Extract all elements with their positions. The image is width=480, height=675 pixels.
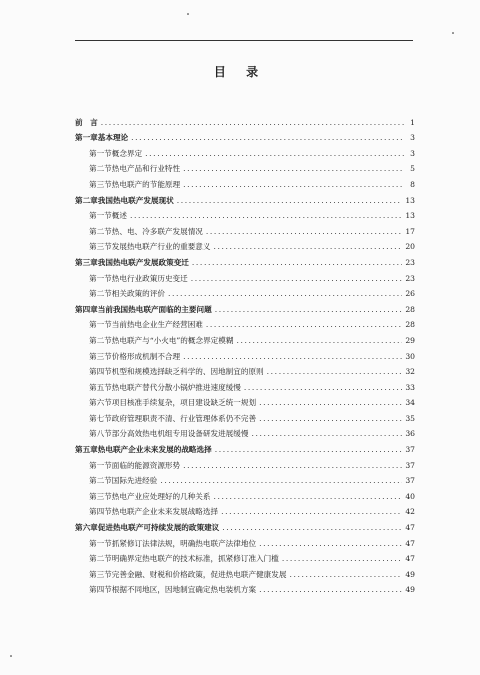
entry-number: 第三节 xyxy=(89,179,112,189)
toc-chapter-entry[interactable] xyxy=(75,438,415,454)
toc-section-entry[interactable] xyxy=(75,470,415,486)
dot-leader xyxy=(131,133,404,142)
dot-leader xyxy=(206,227,402,236)
page-number: 34 xyxy=(405,398,415,408)
entry-title: 国际先进经验 xyxy=(111,476,158,486)
entry-number: 第三节 xyxy=(89,242,112,252)
entry-number: 第四节 xyxy=(89,585,112,595)
entry-title: 热电产品和行业特性 xyxy=(111,164,181,174)
entry-title: 相关政策的评价 xyxy=(111,289,165,299)
entry-number: 第二节 xyxy=(89,335,112,345)
page-number: 49 xyxy=(405,569,415,579)
toc-section-entry[interactable] xyxy=(75,501,415,517)
entry-title: 热电联产的节能原理 xyxy=(111,179,181,189)
dot-leader xyxy=(206,320,402,329)
toc-section-entry[interactable] xyxy=(75,283,415,299)
entry-title: 政府管理职责不清、行业管理体系仍不完善 xyxy=(111,413,257,423)
entry-title: 热电联产企业未来发展的战略选择 xyxy=(97,445,212,455)
page-number: 47 xyxy=(405,523,415,533)
dot-leader xyxy=(192,258,402,267)
entry-number: 第四节 xyxy=(89,367,112,377)
page-number: 8 xyxy=(410,179,415,189)
toc-section-entry[interactable] xyxy=(75,548,415,564)
page-number: 36 xyxy=(405,429,415,439)
dot-leader xyxy=(259,539,402,548)
toc-chapter-entry[interactable] xyxy=(75,127,415,143)
entry-number: 第二节 xyxy=(89,476,112,486)
page-number: 20 xyxy=(405,242,415,252)
entry-title: 基本理论 xyxy=(97,133,129,143)
entry-title: 热电产业应处理好的几种关系 xyxy=(111,491,211,501)
toc-section-entry[interactable] xyxy=(75,173,415,189)
page-number: 37 xyxy=(405,476,415,486)
toc-section-entry[interactable] xyxy=(75,345,415,361)
dot-leader xyxy=(160,476,402,485)
entry-number: 第三节 xyxy=(89,569,112,579)
page-number: 17 xyxy=(405,226,415,236)
page-number: 47 xyxy=(405,538,415,548)
entry-title: 部分高效热电机组专用设备研发进展缓慢 xyxy=(111,429,249,439)
toc-section-entry[interactable] xyxy=(75,267,415,283)
entry-title: 根据不同地区，因地制宜确定热电装机方案 xyxy=(111,585,257,595)
dot-leader xyxy=(183,164,404,173)
entry-number: 第六节 xyxy=(89,398,112,408)
entry-title: 热电行业政策历史变迁 xyxy=(111,273,188,283)
entry-title: 当前热电企业生产经营困难 xyxy=(111,320,203,330)
dot-leader xyxy=(282,554,402,563)
entry-title: 概述 xyxy=(111,211,127,221)
page-number: 37 xyxy=(405,445,415,455)
entry-number: 第一章 xyxy=(75,133,98,143)
page-number: 40 xyxy=(405,491,415,501)
dot-leader xyxy=(183,180,404,189)
entry-title: 机型和规模选择缺乏科学的、因地制宜的原则 xyxy=(111,367,264,377)
page-number: 29 xyxy=(405,335,415,345)
entry-title: 热电联产企业未来发展战略选择 xyxy=(111,507,219,517)
entry-title: 发展热电联产行业的重要意义 xyxy=(111,242,211,252)
toc-chapter-entry[interactable] xyxy=(75,298,415,314)
dot-leader xyxy=(251,429,402,438)
entry-number: 第三节 xyxy=(89,351,112,361)
page-number: 3 xyxy=(410,133,415,143)
entry-title: 当前我国热电联产面临的主要问题 xyxy=(97,304,212,314)
entry-number: 第二节 xyxy=(89,289,112,299)
toc-section-entry[interactable] xyxy=(75,329,415,345)
dot-leader xyxy=(183,461,402,470)
toc-section-entry[interactable] xyxy=(75,220,415,236)
toc-section-entry[interactable] xyxy=(75,361,415,377)
header-rule xyxy=(75,40,413,41)
page-number: 42 xyxy=(405,507,415,517)
page-number: 30 xyxy=(405,351,415,361)
dot-leader xyxy=(145,149,404,158)
page-number: 13 xyxy=(405,211,415,221)
entry-title: 热、电、冷多联产发展情况 xyxy=(111,226,203,236)
entry-number: 第三节 xyxy=(89,491,112,501)
entry-number: 第二节 xyxy=(89,226,112,236)
toc-section-entry[interactable] xyxy=(75,579,415,595)
entry-title: 促进热电联产可持续发展的政策建议 xyxy=(97,523,220,533)
dot-leader xyxy=(215,305,403,314)
entry-number: 第一节 xyxy=(89,273,112,283)
entry-number: 第五节 xyxy=(89,382,112,392)
dot-leader xyxy=(259,398,402,407)
page-number: 28 xyxy=(405,304,415,314)
entry-number: 第一节 xyxy=(89,320,112,330)
page-number: 47 xyxy=(405,554,415,564)
entry-title: 概念界定 xyxy=(111,148,143,158)
entry-number: 第一节 xyxy=(89,538,112,548)
dot-leader xyxy=(222,523,402,532)
dot-leader xyxy=(244,383,402,392)
toc-section-entry[interactable] xyxy=(75,407,415,423)
toc-section-entry[interactable] xyxy=(75,454,415,470)
dot-leader xyxy=(289,570,402,579)
entry-number: 第一节 xyxy=(89,211,112,221)
dot-leader xyxy=(221,507,402,516)
dot-leader xyxy=(168,289,402,298)
entry-title: 我国热电联产发展现状 xyxy=(97,195,174,205)
entry-number: 第一节 xyxy=(89,460,112,470)
page-number: 26 xyxy=(405,289,415,299)
entry-title: 我国热电联产发展政策变迁 xyxy=(97,257,189,267)
toc-section-entry[interactable] xyxy=(75,236,415,252)
page-number: 28 xyxy=(405,320,415,330)
table-of-contents xyxy=(75,111,415,594)
dot-leader xyxy=(130,211,402,220)
page-number: 1 xyxy=(410,117,415,127)
entry-number: 第一节 xyxy=(89,148,112,158)
page-title: 目 录 xyxy=(213,65,267,79)
toc-chapter-entry[interactable] xyxy=(75,189,415,205)
page-number: 49 xyxy=(405,585,415,595)
dot-leader xyxy=(214,242,403,251)
entry-title: 热电联产替代分散小锅炉推进速度缓慢 xyxy=(111,382,241,392)
dot-leader xyxy=(259,414,402,423)
entry-number: 第三章 xyxy=(75,257,98,267)
dot-leader xyxy=(267,367,403,376)
toc-section-entry[interactable] xyxy=(75,532,415,548)
page-number: 23 xyxy=(405,257,415,267)
dot-leader xyxy=(236,336,402,345)
toc-section-entry[interactable] xyxy=(75,392,415,408)
toc-section-entry[interactable] xyxy=(75,485,415,501)
page-number: 33 xyxy=(405,382,415,392)
page-number: 32 xyxy=(405,367,415,377)
entry-number: 第二节 xyxy=(89,554,112,564)
entry-title: 明确界定热电联产的技术标准，抓紧修订准入门槛 xyxy=(111,554,279,564)
page-number: 37 xyxy=(405,460,415,470)
toc-section-entry[interactable] xyxy=(75,563,415,579)
page-number: 5 xyxy=(410,164,415,174)
toc-chapter-entry[interactable] xyxy=(75,111,415,127)
dot-leader xyxy=(214,492,403,501)
toc-section-entry[interactable] xyxy=(75,205,415,221)
dot-leader xyxy=(259,585,402,594)
entry-title: 面临的能源资源形势 xyxy=(111,460,181,470)
toc-section-entry[interactable] xyxy=(75,376,415,392)
entry-title: 热电联产与“小火电”的概念界定模糊 xyxy=(111,335,234,345)
toc-section-entry[interactable] xyxy=(75,158,415,174)
entry-number: 第八节 xyxy=(89,429,112,439)
dot-leader xyxy=(183,352,402,361)
dot-leader xyxy=(101,118,404,127)
entry-number: 第七节 xyxy=(89,413,112,423)
toc-section-entry[interactable] xyxy=(75,314,415,330)
entry-number: 第四节 xyxy=(89,507,112,517)
entry-title: 完善金融、财税和价格政策，促进热电联产健康发展 xyxy=(111,569,287,579)
entry-number: 第五章 xyxy=(75,445,98,455)
entry-title: 价格形成机制不合理 xyxy=(111,351,181,361)
dot-leader xyxy=(177,196,403,205)
toc-chapter-entry[interactable] xyxy=(75,516,415,532)
entry-title: 抓紧修订法律法规，明确热电联产法律地位 xyxy=(111,538,257,548)
page-number: 13 xyxy=(405,195,415,205)
entry-number: 前 言 xyxy=(75,117,98,127)
toc-section-entry[interactable] xyxy=(75,423,415,439)
page-number: 23 xyxy=(405,273,415,283)
entry-number: 第二节 xyxy=(89,164,112,174)
toc-chapter-entry[interactable] xyxy=(75,251,415,267)
entry-number: 第四章 xyxy=(75,304,98,314)
page-number: 3 xyxy=(410,148,415,158)
dot-leader xyxy=(215,445,403,454)
entry-number: 第二章 xyxy=(75,195,98,205)
toc-section-entry[interactable] xyxy=(75,142,415,158)
page-number: 35 xyxy=(405,413,415,423)
entry-title: 项目核准手续复杂，项目建设缺乏统一规划 xyxy=(111,398,257,408)
entry-number: 第六章 xyxy=(75,523,98,533)
dot-leader xyxy=(191,274,403,283)
